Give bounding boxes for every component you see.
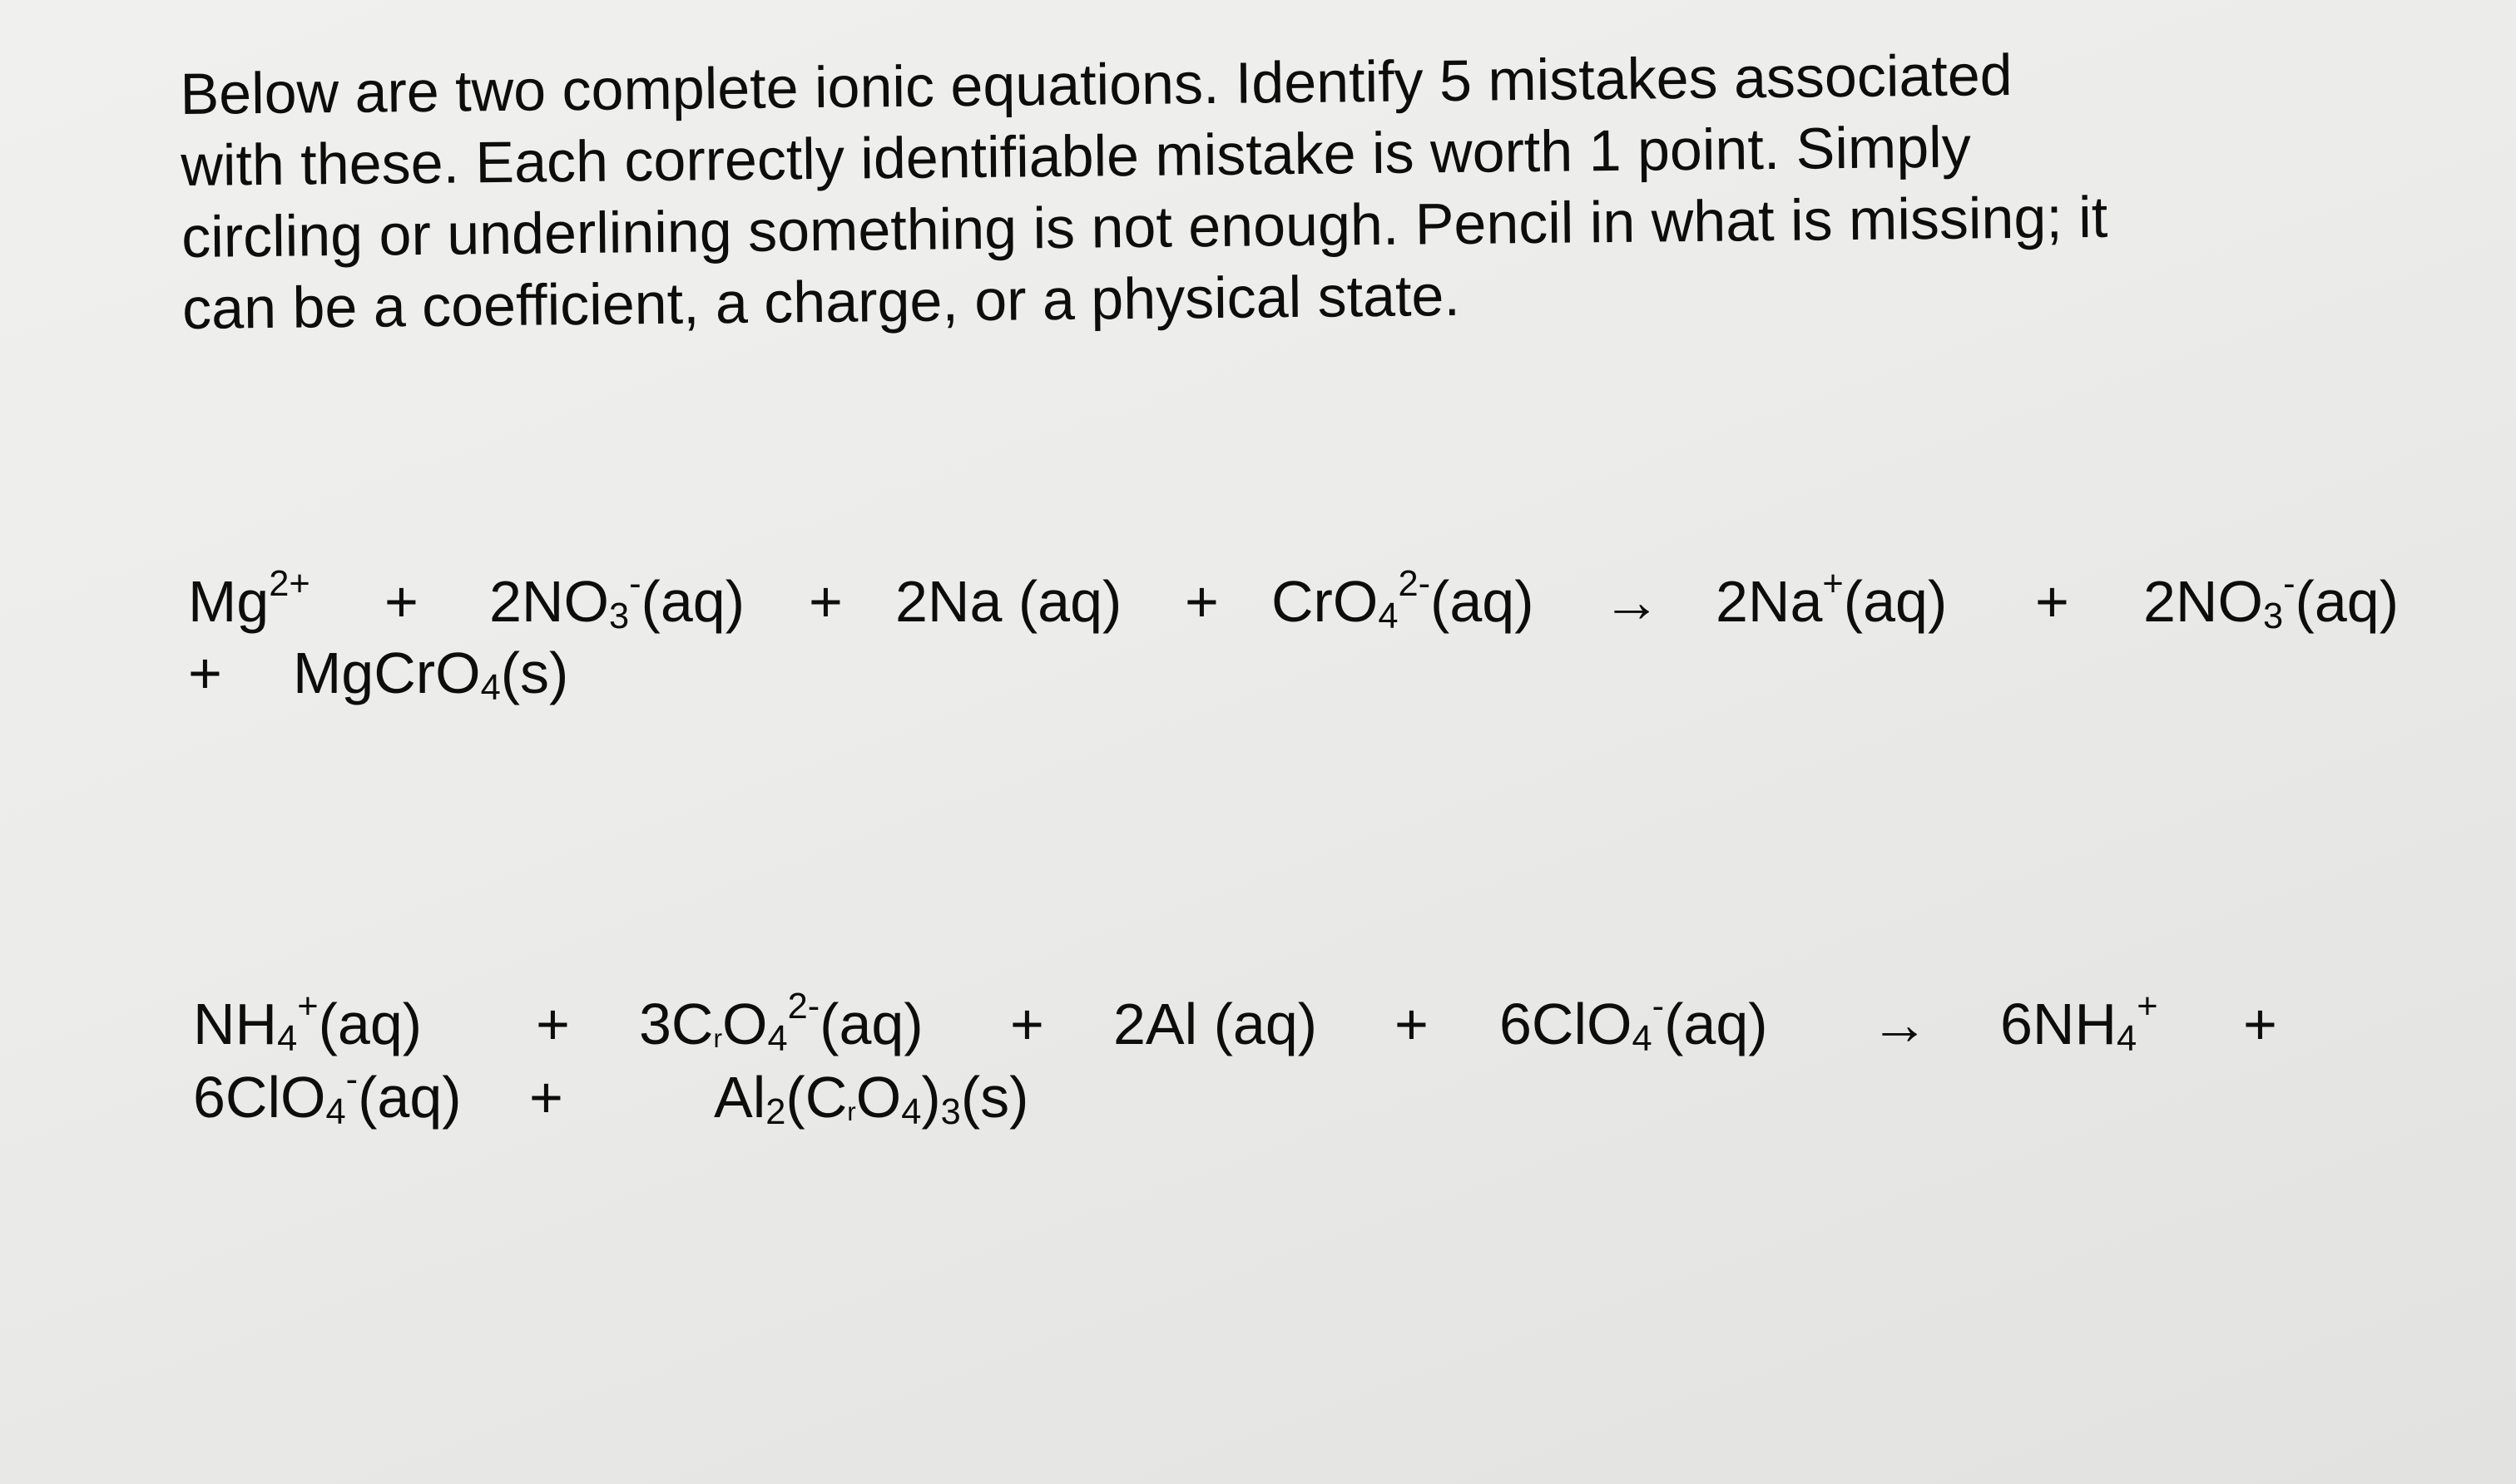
plus-sign: + [536,992,570,1056]
perchlorate-term-right: 6ClO$_4$-(aq) [193,1059,462,1132]
plus-sign: + [1394,992,1429,1056]
nitrate-term-right: $2NO_3^-(aq)$ [2143,563,2400,636]
plus-sign: + [809,569,843,634]
ammonium-term-right: $6NH_4^+$ [2000,986,2158,1059]
equation-2-line-1 [0,987,2516,1061]
instructions-line-2: with these. Each correctly identifiable mistake is worth 1 point. Simply [180,114,1972,198]
plus-sign: + [1185,569,1219,634]
instructions-line-3: circling or underlining something is not enough. Pencil in what is missing; it [181,184,2108,270]
aluminum-chromate-term: $Al_2(CrO_4)_3(s)$ [714,1065,1029,1132]
plus-sign: + [2035,569,2069,634]
sodium-term-right: 2Na+(aq) [1716,563,1948,634]
perchlorate-term-left: 6ClO$_4$-(aq) [1499,986,1768,1059]
plus-sign: + [384,569,419,634]
equation-1-line-2 [0,636,2516,710]
instructions-line-1: Below are two complete ionic equations. Identify 5 mistakes associated [180,42,2013,126]
instructions-paragraph [180,36,2312,344]
magnesium-chromate-term: MgCrO$_4$(s) [293,641,569,708]
instructions-line-4: can be a coefficient, a charge, or a physical state. [181,262,1461,341]
reaction-arrow: → [1602,569,1661,634]
plus-sign: + [1010,992,1044,1056]
nitrate-term-left: $2NO_3^-(aq)$ [489,563,745,636]
plus-sign: + [2243,992,2277,1056]
chromate-term: 3CrO$_4^{2-}$(aq) [639,986,924,1059]
equation-2-line-2 [0,1060,2516,1135]
plus-sign: + [529,1065,563,1130]
plus-sign: + [188,641,222,705]
ammonium-term-left: $NH_4^+(aq)$ [193,986,423,1059]
sodium-term-left: 2Na (aq) [895,569,1122,634]
chromate-term: CrO$_4^{2-}$(aq) [1271,563,1534,636]
aluminum-term: 2Al (aq) [1113,992,1318,1056]
reaction-arrow: → [1870,992,1929,1056]
equation-1-line-1 [0,564,2516,639]
mg-ion: $Mg^{2+}$ [188,563,310,634]
